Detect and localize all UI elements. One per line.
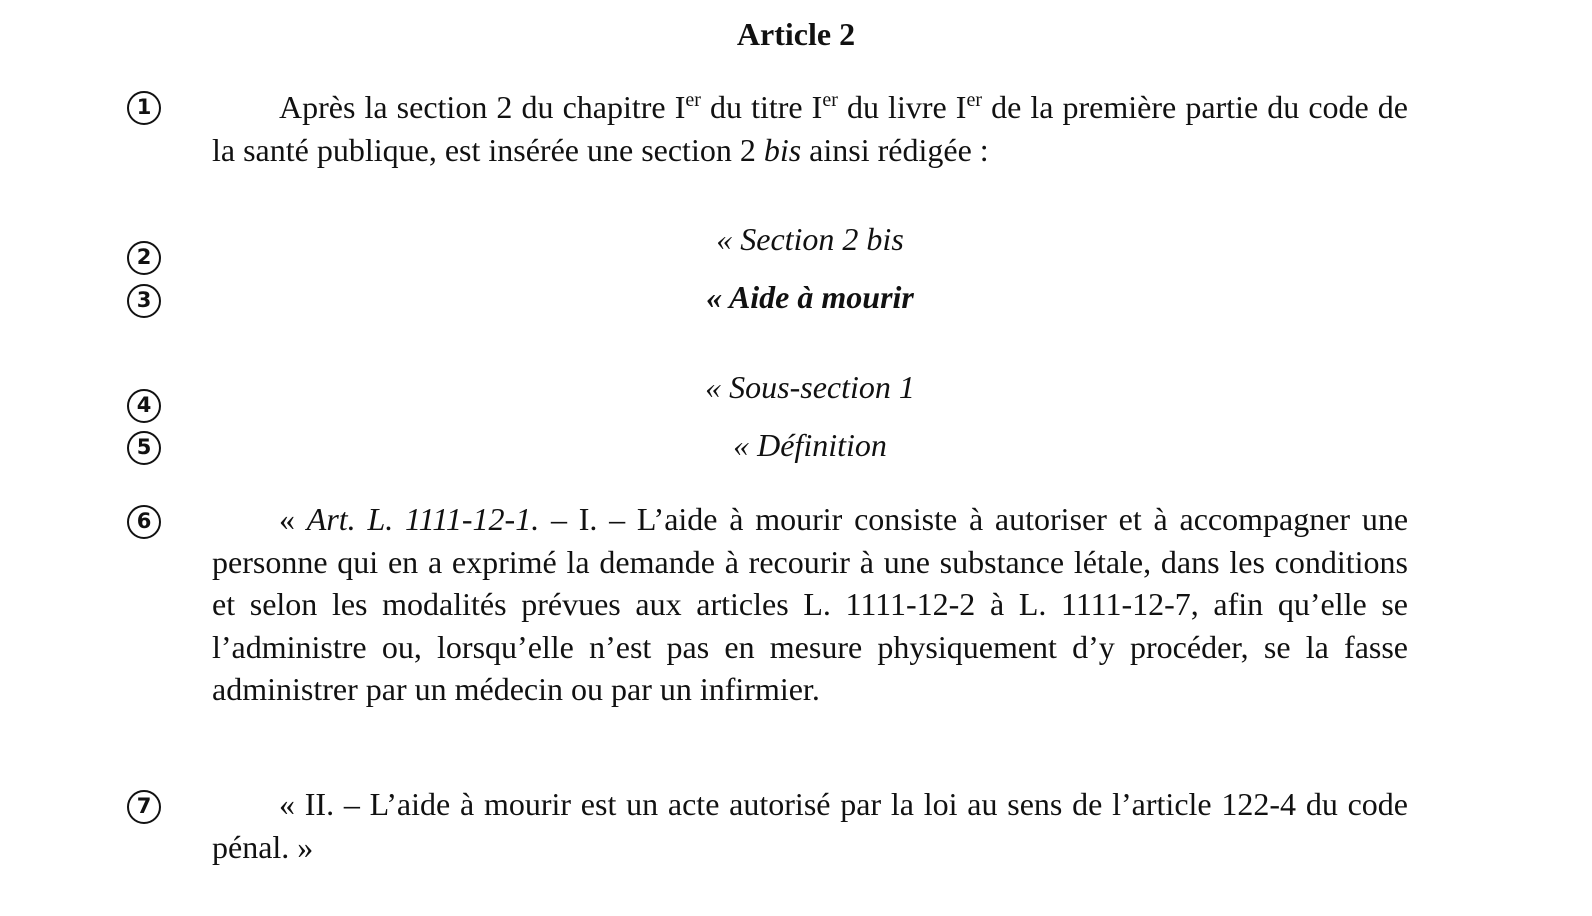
paragraph-1-part-1: Après la section 2 du chapitre I — [279, 89, 686, 125]
subsection-title-heading: « Définition — [733, 427, 887, 463]
alinea-number-2: 2 — [127, 241, 161, 275]
alinea-number-7: 7 — [127, 790, 161, 824]
superscript-1: er — [685, 89, 701, 111]
article-title: Article 2 — [736, 16, 856, 52]
alinea-number-4: 4 — [127, 389, 161, 423]
alinea-number-5: 5 — [127, 431, 161, 465]
paragraph-6 — [212, 498, 1408, 711]
alinea-number-3: 3 — [127, 284, 161, 318]
section-heading: « Section 2 bis — [716, 221, 904, 257]
paragraph-1-part-2: du titre I — [700, 89, 823, 125]
paragraph-6-lead: « — [279, 501, 307, 537]
paragraph-1 — [212, 86, 1408, 171]
paragraph-1-part-3: du livre I — [837, 89, 967, 125]
paragraph-1-part-4: de la première partie du code de la santé publique, est insérée une section 2 — [212, 89, 1409, 168]
paragraph-6-body: – I. – L’aide à mourir consiste à autoriser et à accompagner une personne qui en a exprimé la demande à recourir à une substance létale, dans les conditions et selon les modalités prévues aux articles L. 1111-12-2 à L. 1111-12-7, afin qu’elle se l’administre ou, lorsqu’elle n’est pas en mesure physiquement d’y procéder, se la fasse administrer par un médecin ou par un infirmier. — [212, 501, 1409, 707]
paragraph-7 — [212, 783, 1408, 868]
alinea-number-1: 1 — [127, 91, 161, 125]
paragraph-7-text: « II. – L’aide à mourir est un acte autorisé par la loi au sens de l’article 122-4 du code pénal. » — [212, 786, 1408, 865]
superscript-3: er — [966, 89, 982, 111]
alinea-number-6: 6 — [127, 505, 161, 539]
article-reference: Art. L. 1111-12-1. — [306, 501, 540, 537]
paragraph-1-part-5: ainsi rédigée : — [801, 131, 989, 168]
paragraph-1-italic-bis: bis — [763, 131, 802, 168]
section-title-heading: « Aide à mourir — [706, 279, 914, 315]
subsection-heading: « Sous-section 1 — [705, 369, 915, 405]
superscript-2: er — [822, 89, 838, 111]
